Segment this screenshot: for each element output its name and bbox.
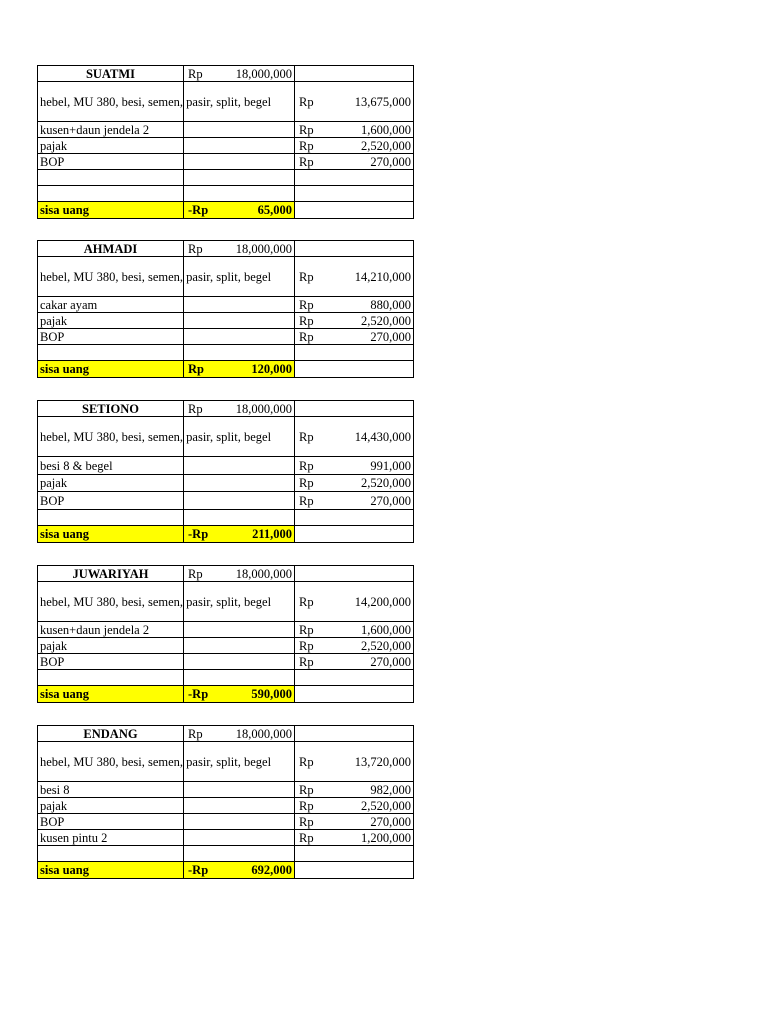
remaining-row xyxy=(38,361,414,378)
budget-cell[interactable] xyxy=(184,401,295,417)
budget-block xyxy=(37,725,414,879)
expense-currency: Rp xyxy=(299,638,314,653)
empty-cell[interactable] xyxy=(295,726,414,742)
expense-row xyxy=(38,814,414,830)
block-header-row xyxy=(38,401,414,417)
expense-cell[interactable] xyxy=(295,82,414,122)
expense-description[interactable]: hebel, MU 380, besi, semen, pasir, split, begel xyxy=(38,82,184,122)
expense-amount: 270,000 xyxy=(370,654,411,669)
expense-description[interactable]: hebel, MU 380, besi, semen, pasir, split, begel xyxy=(38,582,184,622)
expense-cell[interactable] xyxy=(295,638,414,654)
expense-cell[interactable] xyxy=(295,742,414,782)
expense-money xyxy=(297,623,411,637)
expense-currency: Rp xyxy=(299,622,314,637)
budget-money xyxy=(186,242,292,256)
expense-cell[interactable] xyxy=(295,582,414,622)
budget-currency: Rp xyxy=(188,241,203,256)
expense-money xyxy=(297,270,411,284)
expense-amount: 270,000 xyxy=(370,493,411,508)
expense-row xyxy=(38,297,414,313)
expense-amount: 13,675,000 xyxy=(354,94,411,109)
expense-amount: 2,520,000 xyxy=(361,638,411,653)
expense-money xyxy=(297,783,411,797)
remaining-label[interactable]: sisa uang xyxy=(38,361,184,378)
expense-row xyxy=(38,582,414,622)
budget-block xyxy=(37,65,414,219)
budget-money xyxy=(186,727,292,741)
empty-cell[interactable] xyxy=(184,345,295,361)
expense-cell[interactable] xyxy=(295,475,414,492)
expense-row xyxy=(38,313,414,329)
expense-amount: 880,000 xyxy=(370,297,411,312)
budget-amount: 18,000,000 xyxy=(235,241,292,256)
expense-description[interactable] xyxy=(38,510,184,526)
remaining-cell[interactable] xyxy=(184,202,295,219)
empty-cell[interactable] xyxy=(184,170,295,186)
expense-currency: Rp xyxy=(299,754,314,769)
empty-cell[interactable] xyxy=(184,814,295,830)
expense-money xyxy=(297,123,411,137)
budget-cell[interactable] xyxy=(184,726,295,742)
expense-description[interactable]: besi 8 & begel xyxy=(38,457,184,475)
expense-cell[interactable] xyxy=(295,830,414,846)
expense-row xyxy=(38,186,414,202)
remaining-label[interactable]: sisa uang xyxy=(38,862,184,879)
block-header-row xyxy=(38,66,414,82)
remaining-money xyxy=(186,362,292,376)
expense-amount: 1,200,000 xyxy=(361,830,411,845)
block-header-row xyxy=(38,566,414,582)
empty-cell[interactable] xyxy=(184,782,295,798)
remaining-label[interactable]: sisa uang xyxy=(38,202,184,219)
expense-row xyxy=(38,830,414,846)
expense-currency: Rp xyxy=(299,154,314,169)
expense-row xyxy=(38,742,414,782)
budget-block xyxy=(37,565,414,703)
expense-currency: Rp xyxy=(299,654,314,669)
expense-description[interactable]: cakar ayam xyxy=(38,297,184,313)
expense-cell[interactable] xyxy=(295,138,414,154)
empty-cell[interactable] xyxy=(184,798,295,814)
expense-currency: Rp xyxy=(299,297,314,312)
expense-row xyxy=(38,654,414,670)
expense-description[interactable]: kusen+daun jendela 2 xyxy=(38,122,184,138)
expense-currency: Rp xyxy=(299,830,314,845)
empty-cell[interactable] xyxy=(184,510,295,526)
expense-description[interactable] xyxy=(38,670,184,686)
expense-row xyxy=(38,122,414,138)
expense-money xyxy=(297,139,411,153)
expense-description[interactable]: BOP xyxy=(38,329,184,345)
expense-money xyxy=(297,799,411,813)
remaining-money xyxy=(186,527,292,541)
expense-currency: Rp xyxy=(299,493,314,508)
expense-row xyxy=(38,138,414,154)
expense-row xyxy=(38,622,414,638)
expense-amount: 14,210,000 xyxy=(354,269,411,284)
expense-description[interactable]: BOP xyxy=(38,492,184,510)
expense-cell[interactable] xyxy=(295,670,414,686)
expense-cell[interactable] xyxy=(295,313,414,329)
block-header-row xyxy=(38,241,414,257)
expense-description[interactable]: kusen+daun jendela 2 xyxy=(38,622,184,638)
expense-description[interactable] xyxy=(38,186,184,202)
remaining-money xyxy=(186,687,292,701)
budget-amount: 18,000,000 xyxy=(235,566,292,581)
expense-row xyxy=(38,782,414,798)
expense-amount: 2,520,000 xyxy=(361,138,411,153)
remaining-money xyxy=(186,863,292,877)
expense-row xyxy=(38,670,414,686)
expense-currency: Rp xyxy=(299,329,314,344)
expense-money xyxy=(297,459,411,473)
expense-currency: Rp xyxy=(299,429,314,444)
empty-cell[interactable] xyxy=(295,361,414,378)
expense-currency: Rp xyxy=(299,122,314,137)
expense-row xyxy=(38,257,414,297)
expense-description[interactable]: hebel, MU 380, besi, semen, pasir, split, begel xyxy=(38,257,184,297)
expense-cell[interactable] xyxy=(295,417,414,457)
empty-cell[interactable] xyxy=(184,297,295,313)
expense-row xyxy=(38,329,414,345)
expense-description[interactable]: BOP xyxy=(38,654,184,670)
expense-row xyxy=(38,82,414,122)
empty-cell[interactable] xyxy=(184,670,295,686)
remaining-currency: -Rp xyxy=(188,527,209,541)
expense-row xyxy=(38,457,414,475)
remaining-cell[interactable] xyxy=(184,361,295,378)
expense-money xyxy=(297,330,411,344)
remaining-amount: 692,000 xyxy=(251,863,292,877)
remaining-row xyxy=(38,686,414,703)
recipient-name[interactable]: AHMADI xyxy=(38,241,184,257)
expense-row xyxy=(38,170,414,186)
expense-cell[interactable] xyxy=(295,329,414,345)
empty-cell[interactable] xyxy=(184,622,295,638)
expense-amount: 270,000 xyxy=(370,814,411,829)
budget-money xyxy=(186,67,292,81)
expense-row xyxy=(38,492,414,510)
empty-cell[interactable] xyxy=(184,329,295,345)
expense-currency: Rp xyxy=(299,313,314,328)
expense-money xyxy=(297,476,411,490)
remaining-cell[interactable] xyxy=(184,526,295,543)
expense-description[interactable]: kusen pintu 2 xyxy=(38,830,184,846)
remaining-currency: Rp xyxy=(188,362,204,376)
remaining-amount: 65,000 xyxy=(257,203,292,217)
remaining-currency: -Rp xyxy=(188,863,209,877)
remaining-amount: 590,000 xyxy=(251,687,292,701)
expense-description[interactable]: pajak xyxy=(38,798,184,814)
expense-row xyxy=(38,345,414,361)
expense-currency: Rp xyxy=(299,814,314,829)
expense-amount: 1,600,000 xyxy=(361,122,411,137)
expense-currency: Rp xyxy=(299,138,314,153)
block-header-row xyxy=(38,726,414,742)
expense-currency: Rp xyxy=(299,798,314,813)
expense-row xyxy=(38,417,414,457)
expense-amount: 2,520,000 xyxy=(361,313,411,328)
expense-money xyxy=(297,655,411,669)
budget-amount: 18,000,000 xyxy=(235,401,292,416)
empty-cell[interactable] xyxy=(295,401,414,417)
remaining-label[interactable]: sisa uang xyxy=(38,686,184,703)
expense-description[interactable]: pajak xyxy=(38,138,184,154)
recipient-name[interactable]: SETIONO xyxy=(38,401,184,417)
expense-currency: Rp xyxy=(299,458,314,473)
budget-amount: 18,000,000 xyxy=(235,66,292,81)
empty-cell[interactable] xyxy=(295,241,414,257)
expense-amount: 14,430,000 xyxy=(354,429,411,444)
expense-cell[interactable] xyxy=(295,345,414,361)
expense-row xyxy=(38,475,414,492)
empty-cell[interactable] xyxy=(295,526,414,543)
expense-cell[interactable] xyxy=(295,622,414,638)
recipient-name[interactable]: SUATMI xyxy=(38,66,184,82)
empty-cell[interactable] xyxy=(184,313,295,329)
expense-description[interactable]: pajak xyxy=(38,475,184,492)
budget-cell[interactable] xyxy=(184,241,295,257)
empty-cell[interactable] xyxy=(184,457,295,475)
expense-cell[interactable] xyxy=(295,297,414,313)
expense-money xyxy=(297,831,411,845)
remaining-cell[interactable] xyxy=(184,686,295,703)
expense-currency: Rp xyxy=(299,594,314,609)
expense-row xyxy=(38,510,414,526)
expense-money xyxy=(297,755,411,769)
expense-cell[interactable] xyxy=(295,122,414,138)
expense-cell[interactable] xyxy=(295,798,414,814)
empty-cell[interactable] xyxy=(295,686,414,703)
expense-amount: 270,000 xyxy=(370,154,411,169)
empty-cell[interactable] xyxy=(295,202,414,219)
budget-currency: Rp xyxy=(188,566,203,581)
recipient-name[interactable]: JUWARIYAH xyxy=(38,566,184,582)
expense-currency: Rp xyxy=(299,269,314,284)
remaining-cell[interactable] xyxy=(184,862,295,879)
expense-money xyxy=(297,298,411,312)
budget-money xyxy=(186,567,292,581)
expense-amount: 14,200,000 xyxy=(354,594,411,609)
expense-cell[interactable] xyxy=(295,457,414,475)
expense-currency: Rp xyxy=(299,94,314,109)
expense-cell[interactable] xyxy=(295,492,414,510)
remaining-currency: -Rp xyxy=(188,687,209,701)
budget-amount: 18,000,000 xyxy=(235,726,292,741)
empty-cell[interactable] xyxy=(184,654,295,670)
expense-description[interactable]: pajak xyxy=(38,313,184,329)
expense-row xyxy=(38,638,414,654)
budget-block xyxy=(37,400,414,543)
expense-description[interactable]: pajak xyxy=(38,638,184,654)
expense-money xyxy=(297,815,411,829)
expense-money xyxy=(297,494,411,508)
empty-cell[interactable] xyxy=(184,638,295,654)
empty-cell[interactable] xyxy=(184,475,295,492)
remaining-money xyxy=(186,203,292,217)
empty-cell[interactable] xyxy=(184,186,295,202)
remaining-row xyxy=(38,862,414,879)
empty-cell[interactable] xyxy=(295,66,414,82)
budget-money xyxy=(186,402,292,416)
expense-row xyxy=(38,154,414,170)
remaining-label[interactable]: sisa uang xyxy=(38,526,184,543)
expense-money xyxy=(297,595,411,609)
empty-cell[interactable] xyxy=(295,566,414,582)
expense-amount: 982,000 xyxy=(370,782,411,797)
expense-cell[interactable] xyxy=(295,782,414,798)
expense-description[interactable] xyxy=(38,345,184,361)
expense-amount: 270,000 xyxy=(370,329,411,344)
remaining-amount: 120,000 xyxy=(251,362,292,376)
expense-cell[interactable] xyxy=(295,654,414,670)
budget-cell[interactable] xyxy=(184,566,295,582)
expense-cell[interactable] xyxy=(295,510,414,526)
expense-row xyxy=(38,798,414,814)
budget-block xyxy=(37,240,414,378)
expense-amount: 991,000 xyxy=(370,458,411,473)
expense-description[interactable]: BOP xyxy=(38,814,184,830)
empty-cell[interactable] xyxy=(184,138,295,154)
budget-currency: Rp xyxy=(188,401,203,416)
expense-amount: 1,600,000 xyxy=(361,622,411,637)
expense-row xyxy=(38,846,414,862)
expense-cell[interactable] xyxy=(295,814,414,830)
expense-description[interactable]: besi 8 xyxy=(38,782,184,798)
budget-currency: Rp xyxy=(188,726,203,741)
expense-money xyxy=(297,430,411,444)
expense-money xyxy=(297,314,411,328)
empty-cell[interactable] xyxy=(184,846,295,862)
expense-cell[interactable] xyxy=(295,846,414,862)
expense-description[interactable]: hebel, MU 380, besi, semen, pasir, split, begel xyxy=(38,417,184,457)
expense-description[interactable] xyxy=(38,846,184,862)
expense-amount: 2,520,000 xyxy=(361,476,411,490)
expense-amount: 13,720,000 xyxy=(354,754,411,769)
expense-amount: 2,520,000 xyxy=(361,798,411,813)
recipient-name[interactable]: ENDANG xyxy=(38,726,184,742)
expense-currency: Rp xyxy=(299,476,314,490)
expense-money xyxy=(297,639,411,653)
expense-money xyxy=(297,95,411,109)
remaining-row xyxy=(38,202,414,219)
expense-description[interactable]: BOP xyxy=(38,154,184,170)
expense-cell[interactable] xyxy=(295,154,414,170)
expense-cell[interactable] xyxy=(295,257,414,297)
empty-cell[interactable] xyxy=(184,154,295,170)
expense-cell[interactable] xyxy=(295,170,414,186)
expense-money xyxy=(297,155,411,169)
expense-currency: Rp xyxy=(299,782,314,797)
budget-currency: Rp xyxy=(188,66,203,81)
expense-cell[interactable] xyxy=(295,186,414,202)
empty-cell[interactable] xyxy=(295,862,414,879)
empty-cell[interactable] xyxy=(184,830,295,846)
budget-cell[interactable] xyxy=(184,66,295,82)
remaining-currency: -Rp xyxy=(188,203,209,217)
expense-description[interactable]: hebel, MU 380, besi, semen, pasir, split, begel xyxy=(38,742,184,782)
empty-cell[interactable] xyxy=(184,492,295,510)
remaining-row xyxy=(38,526,414,543)
expense-description[interactable] xyxy=(38,170,184,186)
empty-cell[interactable] xyxy=(184,122,295,138)
remaining-amount: 211,000 xyxy=(252,527,292,541)
